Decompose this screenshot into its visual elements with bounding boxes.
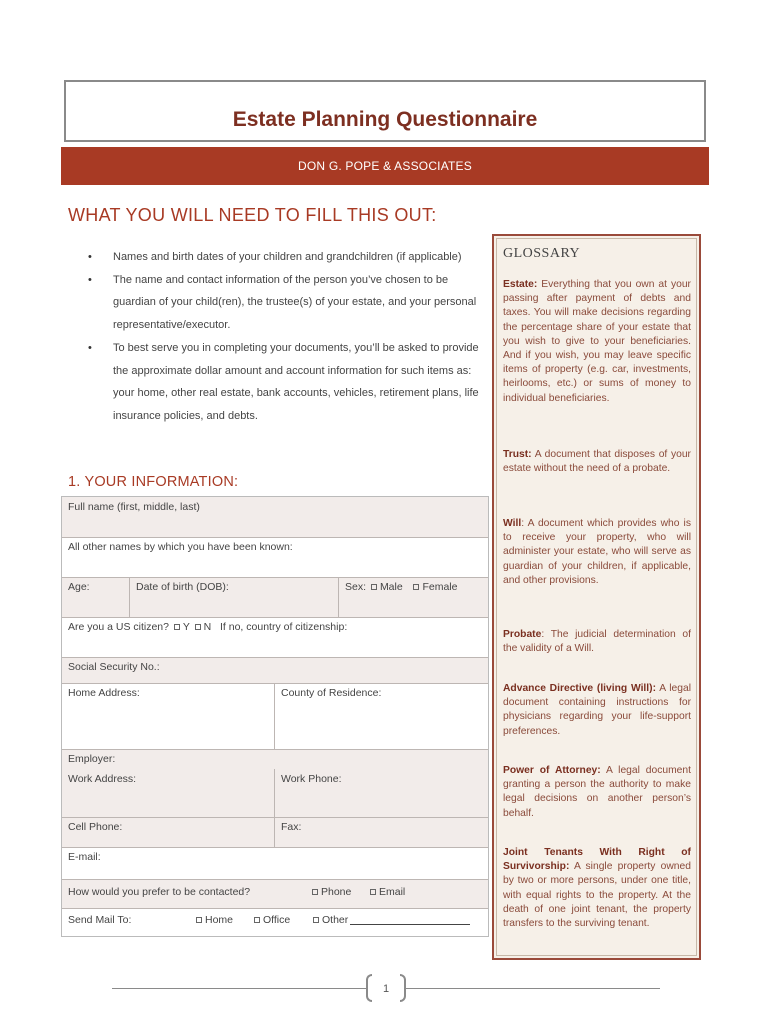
other-checkbox[interactable] <box>313 917 319 923</box>
glossary-term: Joint Tenants With Right of Survivorship: <box>503 847 691 873</box>
other-option-label: Other <box>322 914 349 926</box>
other-names-field[interactable] <box>62 537 488 577</box>
citizen-yes-checkbox[interactable] <box>174 624 180 630</box>
divider <box>62 657 488 658</box>
office-option-label: Office <box>263 914 291 926</box>
glossary-joint-tenants <box>503 846 691 931</box>
page-number: 1 <box>382 983 390 995</box>
home-option-label: Home <box>205 914 234 926</box>
cell-phone-label: Cell Phone: <box>68 821 123 833</box>
section-heading: 1. YOUR INFORMATION: <box>68 474 239 490</box>
glossary-definition: A legal document granting a person the authority to make legal decisions on another person’s behalf. <box>503 765 691 819</box>
divider <box>62 617 488 618</box>
country-label: If no, country of citizenship: <box>220 621 348 633</box>
requirements-heading: WHAT YOU WILL NEED TO FILL THIS OUT: <box>68 205 437 225</box>
phone-checkbox[interactable] <box>312 889 318 895</box>
email-checkbox[interactable] <box>370 889 376 895</box>
home-checkbox[interactable] <box>196 917 202 923</box>
other-input-line[interactable] <box>350 915 470 925</box>
age-label: Age: <box>68 581 90 593</box>
glossary-trust <box>503 448 691 476</box>
office-checkbox[interactable] <box>254 917 260 923</box>
male-label: Male <box>379 581 403 593</box>
home-address-field[interactable] <box>62 683 274 749</box>
glossary-power-of-attorney <box>503 764 691 821</box>
ssn-field[interactable] <box>62 657 488 683</box>
employer-label: Employer: <box>68 753 116 765</box>
glossary-probate <box>503 628 691 656</box>
divider <box>62 577 488 578</box>
information-form <box>61 496 489 937</box>
female-label: Female <box>422 581 458 593</box>
sex-label: Sex: <box>345 581 367 593</box>
contact-question: How would you prefer to be contacted? <box>68 886 251 898</box>
divider <box>338 577 339 617</box>
requirements-list <box>88 246 484 428</box>
divider <box>129 577 130 617</box>
citizen-no-checkbox[interactable] <box>195 624 201 630</box>
fax-field[interactable] <box>275 817 488 847</box>
document-title: Estate Planning Questionnaire <box>232 108 538 131</box>
email-label: E-mail: <box>68 851 101 863</box>
divider <box>274 683 275 749</box>
footer-rule-right <box>406 988 660 989</box>
glossary-definition: A document that disposes of your estate without the need of a probate. <box>503 449 691 475</box>
glossary-definition: A legal document containing instructions for physicians regarding your life-support preferences. <box>503 683 691 737</box>
email-field[interactable] <box>62 847 488 879</box>
county-label: County of Residence: <box>281 687 382 699</box>
full-name-field[interactable] <box>62 497 488 537</box>
glossary-term: Power of Attorney: <box>503 765 601 776</box>
glossary-estate <box>503 278 691 406</box>
contact-preference-field <box>62 879 488 908</box>
work-phone-field[interactable] <box>275 769 488 817</box>
divider <box>62 817 488 818</box>
glossary-term: Estate: <box>503 279 538 290</box>
divider <box>62 683 488 684</box>
sex-field <box>339 577 488 617</box>
dob-label: Date of birth (DOB): <box>136 581 229 593</box>
divider <box>62 879 488 880</box>
work-phone-label: Work Phone: <box>281 773 342 785</box>
fax-label: Fax: <box>281 821 302 833</box>
county-field[interactable] <box>275 683 488 749</box>
send-mail-label: Send Mail To: <box>68 914 132 926</box>
employer-field[interactable] <box>62 749 488 769</box>
phone-option-label: Phone <box>321 886 352 898</box>
citizen-no-label: N <box>203 621 212 633</box>
work-address-label: Work Address: <box>68 773 137 785</box>
email-option-label: Email <box>379 886 406 898</box>
full-name-label: Full name (first, middle, last) <box>68 501 200 513</box>
footer-rule-left <box>112 988 366 989</box>
glossary-panel <box>492 234 701 960</box>
list-item: • The name and contact information of the person you’ve chosen to be guardian of your child(ren), the trustee(s) of your estate, and your personal representative/executor. <box>88 269 484 337</box>
glossary-term: Probate <box>503 629 542 640</box>
ssn-label: Social Security No.: <box>68 661 160 673</box>
work-address-field[interactable] <box>62 769 274 817</box>
glossary-term: Will <box>503 518 522 529</box>
citizen-yes-label: Y <box>182 621 190 633</box>
glossary-term: Trust: <box>503 449 532 460</box>
female-checkbox[interactable] <box>413 584 419 590</box>
list-item: • To best serve you in completing your documents, you’ll be asked to provide the approximate dollar amount and account information for such items as: your home, other real estate, bank accounts, vehicles, retirement plans, life insurance policies, and debts. <box>88 337 484 428</box>
title-box <box>64 80 706 142</box>
glossary-definition: A single property owned by two or more persons, under one title, with equal rights to the property. At the death of one joint tenant, the property transfers to the surviving tenant. <box>503 861 691 930</box>
send-mail-field <box>62 908 488 936</box>
glossary-advance-directive <box>503 682 691 739</box>
citizenship-field <box>62 617 488 657</box>
divider <box>62 537 488 538</box>
male-checkbox[interactable] <box>371 584 377 590</box>
glossary-definition: : A document which provides who is to receive your property, who will administer your estate, who will serve as guardian of your children, if applicable, and other provisions. <box>503 518 691 586</box>
firm-banner: DON G. POPE & ASSOCIATES <box>61 147 709 185</box>
dob-field[interactable] <box>130 577 338 617</box>
glossary-definition: Everything that you own at your passing after payment of debts and taxes. You will make decisions regarding the percentage share of your estate that you wish to give to your beneficiaries. And if you wish, you may leave specific items of property (e.g. car, investments, heirlooms, etc.) or sums of money to individual beneficiaries. <box>503 279 691 404</box>
glossary-heading: GLOSSARY <box>503 246 581 261</box>
divider <box>274 769 275 847</box>
glossary-will <box>503 517 691 588</box>
divider <box>62 908 488 909</box>
divider <box>62 847 488 848</box>
other-names-label: All other names by which you have been known: <box>68 541 293 553</box>
glossary-term: Advance Directive (living Will): <box>503 683 657 694</box>
glossary-definition: : The judicial determination of the validity of a Will. <box>503 629 691 655</box>
citizen-question: Are you a US citizen? <box>68 621 169 633</box>
age-field[interactable] <box>62 577 129 617</box>
list-item: • Names and birth dates of your children and grandchildren (if applicable) <box>88 246 484 269</box>
cell-phone-field[interactable] <box>62 817 274 847</box>
divider <box>62 749 488 750</box>
home-address-label: Home Address: <box>68 687 140 699</box>
